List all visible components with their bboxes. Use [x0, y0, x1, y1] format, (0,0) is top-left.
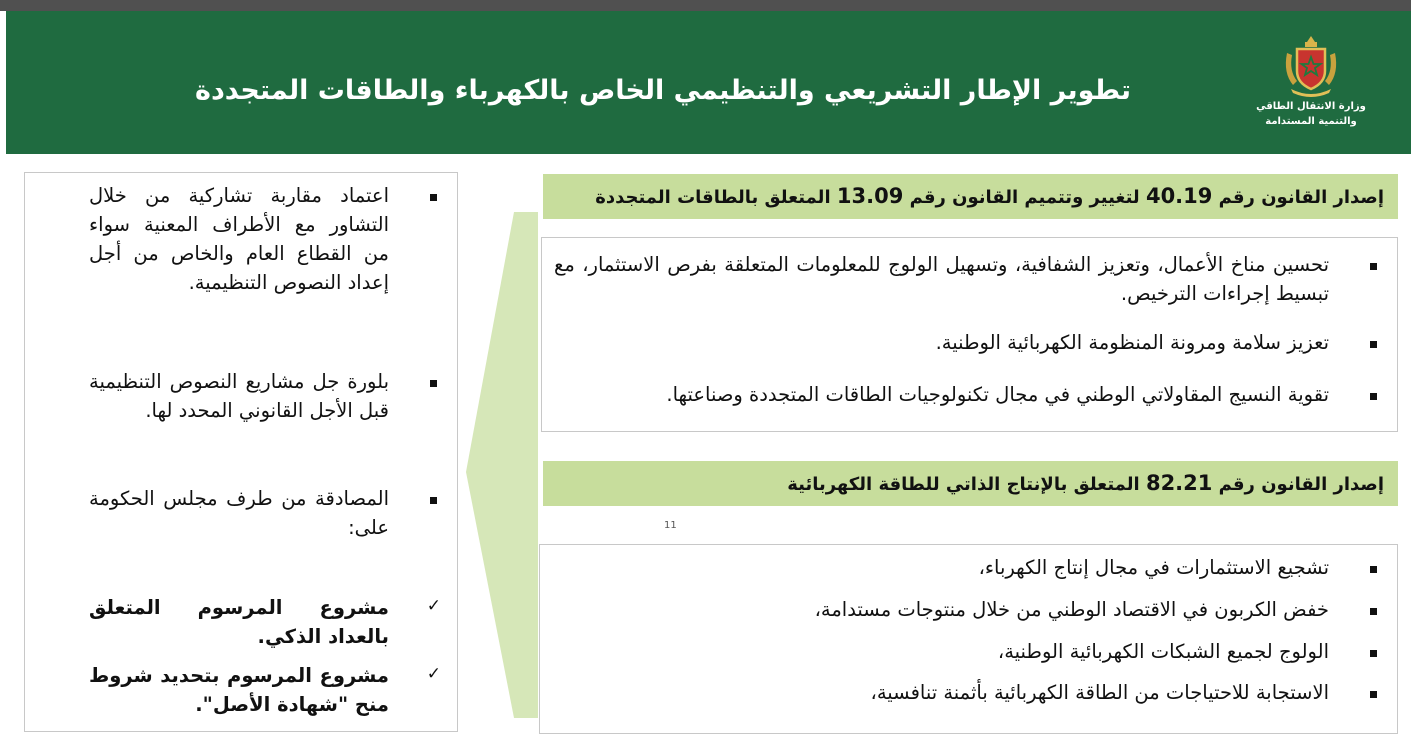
bullet-square-icon: [1370, 691, 1377, 698]
list-item-text: تعزيز سلامة ومرونة المنظومة الكهربائية الوطنية.: [935, 331, 1329, 354]
list-item-text: اعتماد مقاربة تشاركية من خلال التشاور مع الأطراف المعنية سواء من القطاع العام والخاص من أجل إعداد النصوص التنظيمية.: [89, 184, 389, 294]
list-item: [24, 367, 457, 425]
bullet-square-icon: [430, 497, 437, 504]
list-item-text: تقوية النسيج المقاولاتي الوطني في مجال تكنولوجيات الطاقات المتجددة وصناعتها.: [666, 383, 1329, 406]
page-title: تطوير الإطار التشريعي والتنظيمي الخاص بالكهرباء والطاقات المتجددة: [195, 75, 1131, 106]
left-panel: [24, 172, 458, 732]
bullet-square-icon: [1370, 341, 1377, 348]
ministry-name-line2: والتنمية المستدامة: [1265, 116, 1357, 127]
section1-title-bar: [543, 174, 1398, 219]
coat-of-arms-icon: [1279, 33, 1343, 99]
law-number: 40.19: [1145, 184, 1213, 208]
connector-arrow-shape: [466, 172, 538, 718]
section2-title-part: إصدار القانون رقم: [1212, 474, 1384, 495]
section2-content-box: [539, 544, 1398, 734]
list-item: [540, 595, 1397, 624]
section1-title-part: لتغيير وتتميم القانون رقم: [903, 187, 1146, 208]
list-item-text: تحسين مناخ الأعمال، وتعزيز الشفافية، وتسهيل الولوج للمعلومات المتعلقة بفرص الاستثمار، مع تبسيط إجراءات الترخيص.: [554, 253, 1329, 305]
list-item-text: مشروع المرسوم المتعلق بالعداد الذكي.: [89, 596, 389, 648]
list-item: [540, 553, 1397, 582]
bullet-square-icon: [1370, 263, 1377, 270]
checkmark-icon: ✓: [426, 596, 441, 616]
section2-title-bar: [543, 461, 1398, 506]
bullet-square-icon: [430, 380, 437, 387]
law-number: 13.09: [836, 184, 904, 208]
bullet-square-icon: [1370, 566, 1377, 573]
list-item: [542, 250, 1397, 308]
list-item-text: تشجيع الاستثمارات في مجال إنتاج الكهرباء،: [978, 556, 1329, 579]
list-item: [24, 181, 457, 297]
list-item-text: المصادقة من طرف مجلس الحكومة على:: [89, 487, 389, 539]
law-number: 82.21: [1145, 471, 1213, 495]
bullet-square-icon: [1370, 608, 1377, 615]
section2-title-part: المتعلق بالإنتاج الذاتي للطاقة الكهربائية: [787, 474, 1146, 495]
bullet-square-icon: [430, 194, 437, 201]
section1-title-part: إصدار القانون رقم: [1212, 187, 1384, 208]
list-item: [24, 484, 457, 542]
section1-title-part: المتعلق بالطاقات المتجددة: [595, 187, 837, 208]
list-item: [540, 678, 1397, 707]
page-number: 11: [664, 520, 677, 531]
ministry-name-line1: وزارة الانتقال الطاقي: [1256, 101, 1366, 112]
checkmark-icon: ✓: [426, 664, 441, 684]
list-item-text: الولوج لجميع الشبكات الكهربائية الوطنية،: [997, 640, 1329, 663]
list-item-text: بلورة جل مشاريع النصوص التنظيمية قبل الأجل القانوني المحدد لها.: [89, 370, 389, 422]
header-banner: [6, 11, 1411, 154]
list-item-text: خفض الكربون في الاقتصاد الوطني من خلال منتوجات مستدامة،: [814, 598, 1329, 621]
list-item-text: مشروع المرسوم بتحديد شروط منح "شهادة الأصل".: [89, 664, 389, 716]
bullet-square-icon: [1370, 393, 1377, 400]
list-item: [542, 328, 1397, 357]
list-item: [24, 593, 457, 651]
bullet-square-icon: [1370, 650, 1377, 657]
top-strip: [0, 0, 1411, 11]
list-item: [542, 380, 1397, 409]
ministry-logo: [1251, 33, 1371, 151]
list-item-text: الاستجابة للاحتياجات من الطاقة الكهربائية بأثمنة تنافسية،: [870, 681, 1329, 704]
list-item: [24, 661, 457, 719]
list-item: [540, 637, 1397, 666]
section1-content-box: [541, 237, 1398, 432]
